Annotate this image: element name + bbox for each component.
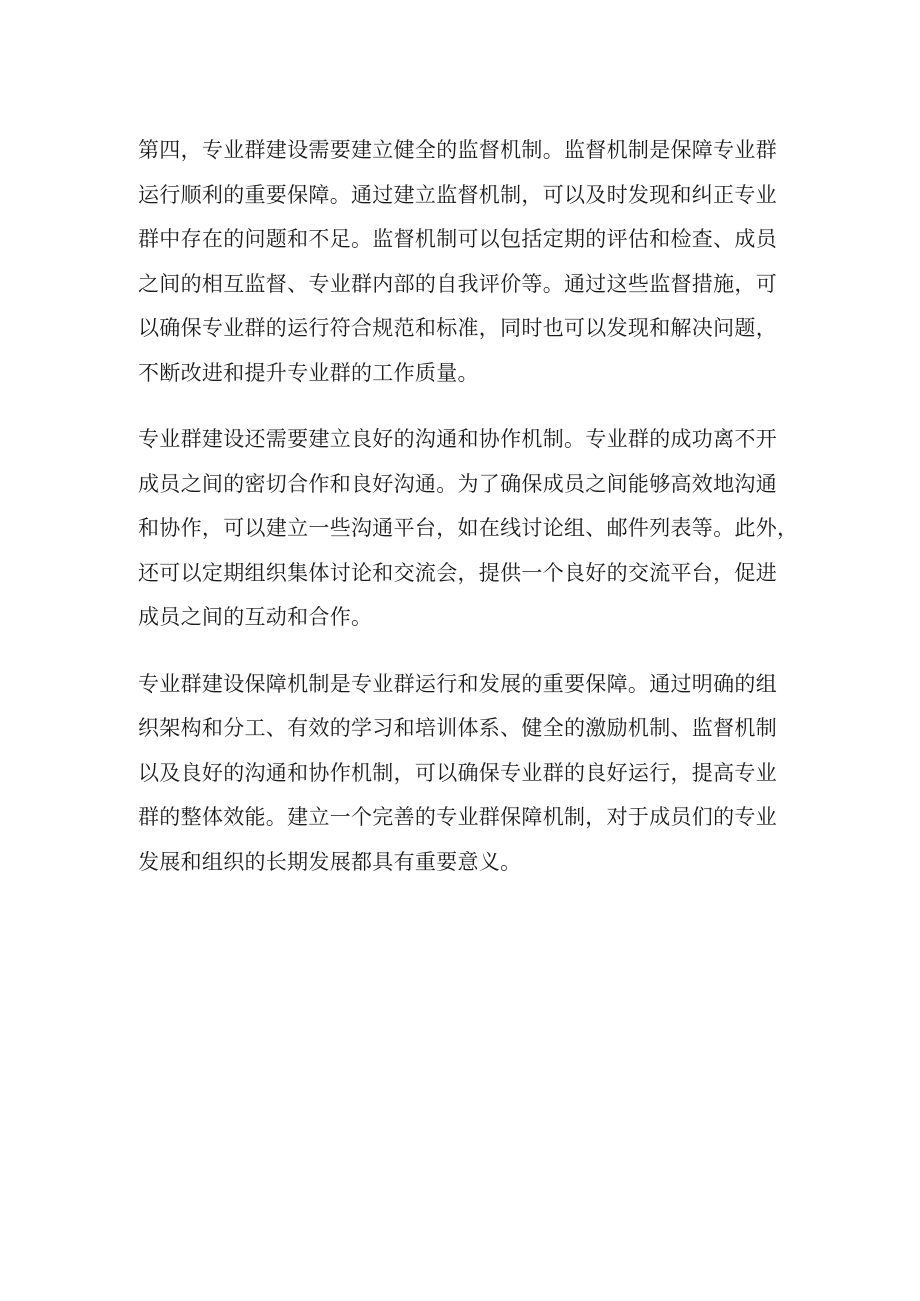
text-line: 之间的相互监督、专业群内部的自我评价等。通过这些监督措施，可 bbox=[138, 271, 777, 296]
text-line: 不断改进和提升专业群的工作质量。 bbox=[138, 360, 479, 385]
text-line: 专业群建设保障机制是专业群运行和发展的重要保障。通过明确的组 bbox=[138, 671, 777, 696]
paragraph-summary bbox=[138, 662, 794, 885]
text-line: 成员之间的密切合作和良好沟通。为了确保成员之间能够高效地沟通 bbox=[138, 471, 777, 496]
text-line: 还可以定期组织集体讨论和交流会，提供一个良好的交流平台，促进 bbox=[138, 560, 777, 585]
text-line: 群的整体效能。建立一个完善的专业群保障机制，对于成员们的专业 bbox=[138, 805, 777, 829]
text-line: 发展和组织的长期发展都具有重要意义。 bbox=[138, 849, 522, 874]
text-line: 运行顺利的重要保障。通过建立监督机制，可以及时发现和纠正专业 bbox=[138, 182, 777, 207]
text-line: 和协作，可以建立一些沟通平台，如在线讨论组、邮件列表等。此外， bbox=[138, 516, 799, 540]
text-line: 织架构和分工、有效的学习和培训体系、健全的激励机制、监督机制 bbox=[138, 716, 777, 740]
text-line: 成员之间的互动和合作。 bbox=[138, 605, 373, 629]
text-line: 群中存在的问题和不足。监督机制可以包括定期的评估和检查、成员 bbox=[138, 227, 777, 251]
text-line: 以及良好的沟通和协作机制，可以确保专业群的良好运行，提高专业 bbox=[138, 760, 777, 785]
paragraph-communication-mechanism bbox=[138, 417, 799, 640]
text-line: 第四，专业群建设需要建立健全的监督机制。监督机制是保障专业群 bbox=[138, 138, 777, 162]
text-line: 以确保专业群的运行符合规范和标准，同时也可以发现和解决问题， bbox=[138, 316, 777, 340]
document-body bbox=[138, 128, 799, 906]
paragraph-supervision-mechanism bbox=[138, 128, 794, 395]
text-line: 专业群建设还需要建立良好的沟通和协作机制。专业群的成功离不开 bbox=[138, 427, 777, 451]
